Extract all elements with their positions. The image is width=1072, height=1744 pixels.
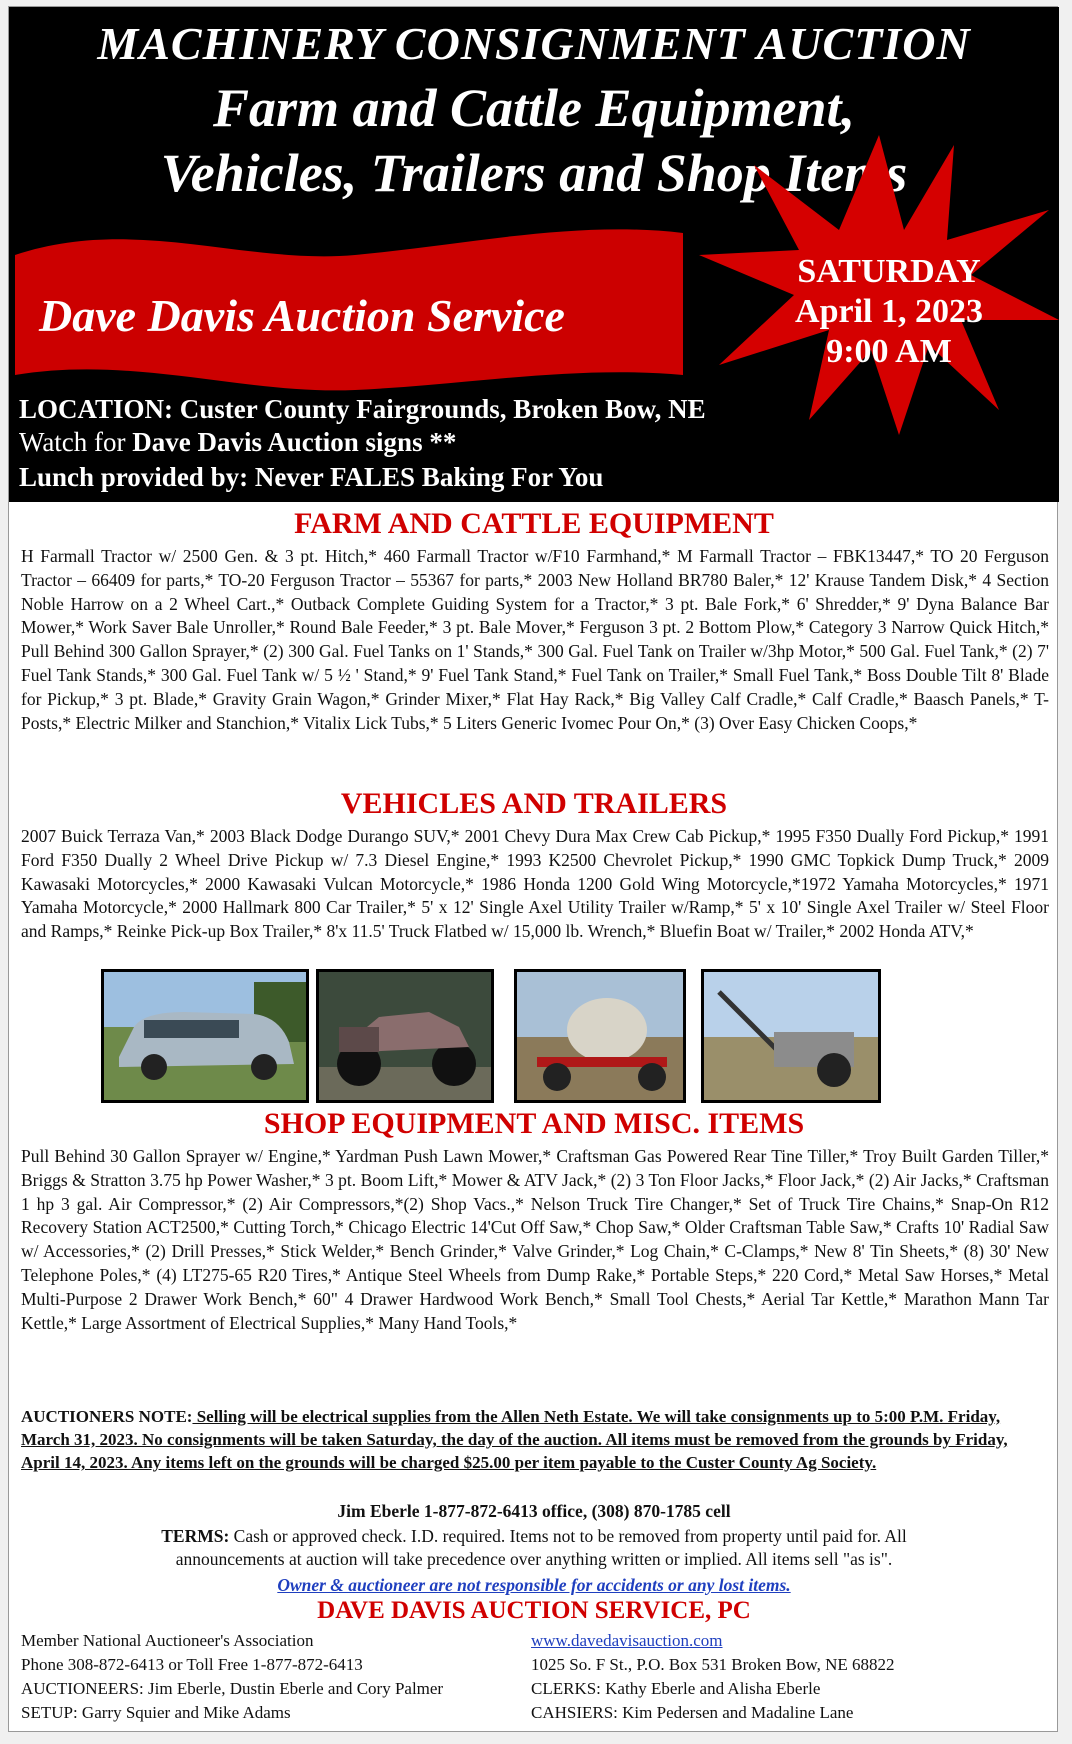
terms-block bbox=[9, 1525, 1059, 1571]
farm-items-text: H Farmall Tractor w/ 2500 Gen. & 3 pt. Hitch,* 460 Farmall Tractor w/F10 Farmhand,* M Farmall Tractor – FBK13447,* TO 20 Ferguson Tractor – 66409 for parts,* TO-20 Ferguson Tractor – 55367 for parts,* 2003 New Holland BR780 Baler,* 12' Krause Tandem Disk,* 4 Section Noble Harrow on a 2 Wheel Cart.,* Outback Complete Guiding System for a Tractor,* 3 pt. Bale Fork,* 6' Shredder,* 9' Dyna Balance Bar Mower,* Work Saver Bale Unroller,* Round Bale Feeder,* 3 pt. Bale Mover,* Ferguson 3 pt. 2 Bottom Plow,* Category 3 Narrow Quick Hitch,* Pull Behind 300 Gallon Sprayer,* (2) 300 Gal. Fuel Tanks on 1' Stands,* 300 Gal. Fuel Tank on Trailer w/3hp Motor,* 500 Gal. Fuel Tank,* (2) 7' Fuel Tank Stands,* 300 Gal. Fuel Tank w/ 5 ½ ' Stand,* 9' Fuel Tank Stand,* Fuel Tank on Trailer,* Small Fuel Tank,* Boss Double Tilt 8' Blade for Pickup,* 3 pt. Blade,* Gravity Grain Wagon,* Grinder Mixer,* Flat Hay Rack,* Big Valley Calf Cradle,* Calf Cradle,* Baasch Panels,* T-Posts,* Electric Milker and Stanchion,* Vitalix Lick Tubs,* 5 Liters Generic Ivomec Pour On,* (3) Over Easy Chicken Coops,* bbox=[21, 546, 1049, 733]
flyer-header bbox=[9, 7, 1059, 502]
date-time: 9:00 AM bbox=[826, 333, 952, 370]
minivan-photo bbox=[101, 969, 309, 1103]
title-line-1: MACHINERY CONSIGNMENT AUCTION bbox=[97, 18, 971, 69]
note-label: AUCTIONERS NOTE: bbox=[21, 1407, 193, 1426]
auction-flyer bbox=[8, 6, 1058, 1732]
footer-right-line: CAHSIERS: Kim Pedersen and Madaline Lane bbox=[531, 1703, 854, 1722]
watch-bold: Dave Davis Auction signs ** bbox=[132, 427, 457, 457]
footer-left-line: SETUP: Garry Squier and Mike Adams bbox=[21, 1703, 291, 1722]
watch-prefix: Watch for bbox=[19, 427, 133, 457]
shop-items-text: Pull Behind 30 Gallon Sprayer w/ Engine,* Yardman Push Lawn Mower,* Craftsman Gas Powered Rear Tine Tiller,* Troy Built Garden Tiller,* Briggs & Stratton 3.75 hp Power Washer,* 3 pt. Boom Lift,* Mower & ATV Jack,* (2) 3 Ton Floor Jacks,* Floor Jack,* (2) Air Jacks,* Craftsman 1 hp 3 gal. Air Compressor,* (2) Air Compressors,*(2) Shop Vacs.,* Nelson Truck Tire Changer,* Set of Truck Tire Chains,* Snap-On R12 Recovery Station ACT2500,* Cutting Torch,* Chicago Electric 14'Cut Off Saw,* Chop Saw,* Older Craftsman Table Saw,* Crafts 10' Radial Saw w/ Accessories,* (2) Drill Presses,* Stick Welder,* Bench Grinder,* Valve Grinder,* Log Chain,* C-Clamps,* New 8' Tin Sheets,* (8) 30' New Telephone Poles,* (4) LT275-65 R20 Tires,* Antique Steel Wheels from Dump Rake,* Portable Steps,* 220 Cord,* Metal Saw Horses,* Metal Multi-Purpose 2 Drawer Work Bench,* 60" 4 Drawer Hardwood Work Bench,* Small Tool Chests,* Aerial Tar Kettle,* Marathon Mann Tar Kettle,* Large Assortment of Electrical Supplies,* Many Hand Tools,* bbox=[21, 1146, 1049, 1333]
terms-line-1-text: Cash or approved check. I.D. required. Items not to be removed from property until paid for. All bbox=[229, 1526, 907, 1546]
note-text: Selling will be electrical supplies from the Allen Neth Estate. We will take consignments up to 5:00 P.M. Friday, March 31, 2023. No consignments will be taken Saturday, the day of the auction. All items must be removed from the grounds by Friday, April 14, 2023. Any items left on the grounds will be charged $25.00 per item payable to the Custer County Ag Society. bbox=[21, 1407, 1008, 1472]
footer-left-line: Phone 308-872-6413 or Toll Free 1-877-872-6413 bbox=[21, 1655, 363, 1674]
website-link[interactable]: www.davedavisauction.com bbox=[531, 1631, 723, 1650]
title-line-2: Farm and Cattle Equipment, bbox=[212, 78, 856, 138]
date-day: SATURDAY bbox=[797, 253, 981, 290]
vehicles-items-text: 2007 Buick Terraza Van,* 2003 Black Dodge Durango SUV,* 2001 Chevy Dura Max Crew Cab Pickup,* 1995 F350 Dually Ford Pickup,* 1991 Ford F350 Dually 2 Wheel Drive Pickup w/ 7.3 Diesel Engine,* 1993 K2500 Chevrolet Pickup,* 1990 GMC Topkick Dump Truck,* 2009 Kawasaki Motorcycles,* 2000 Kawasaki Vulcan Motorcycle,* 1986 Honda 1200 Gold Wing Motorcycle,*1972 Yamaha Motorcycles,* 1971 Yamaha Motorcycle,* 2000 Hallmark 800 Car Trailer,* 5' x 12' Single Axel Utility Trailer w/Ramp,* 5' x 10' Single Axel Trailer w/ Steel Floor and Ramps,* Reinke Pick-up Box Trailer,* 8'x 11.5' Truck Flatbed w/ 15,000 lb. Wrench,* Bluefin Boat w/ Trailer,* 2002 Honda ATV,* bbox=[21, 826, 1049, 942]
lunch-line: Lunch provided by: Never FALES Baking For You bbox=[19, 462, 604, 492]
auction-service-banner: Dave Davis Auction Service bbox=[39, 290, 565, 341]
farm-heading: FARM AND CATTLE EQUIPMENT bbox=[294, 507, 774, 540]
footer-right-line: CLERKS: Kathy Eberle and Alisha Eberle bbox=[531, 1679, 821, 1698]
date-block bbox=[749, 252, 1029, 372]
terms-label: TERMS: bbox=[161, 1526, 230, 1546]
auctioneers-note bbox=[21, 1405, 1049, 1474]
location-line: LOCATION: Custer County Fairgrounds, Broken Bow, NE bbox=[19, 394, 706, 424]
motorcycle-photo bbox=[316, 969, 494, 1103]
shop-heading: SHOP EQUIPMENT AND MISC. ITEMS bbox=[263, 1107, 805, 1140]
footer-left bbox=[21, 1629, 443, 1725]
watch-signs-line bbox=[19, 427, 456, 458]
terms-line-2: announcements at auction will take precedence over anything written or implied. All items sell "as is". bbox=[175, 1549, 893, 1569]
date-date: April 1, 2023 bbox=[795, 293, 983, 330]
title-line-3: Vehicles, Trailers and Shop Items bbox=[160, 143, 908, 203]
footer-left-line: AUCTIONEERS: Jim Eberle, Dustin Eberle and Cory Palmer bbox=[21, 1679, 444, 1698]
sprayer-photo bbox=[514, 969, 686, 1103]
contact-line: Jim Eberle 1-877-872-6413 office, (308) 870-1785 cell bbox=[337, 1501, 731, 1521]
footer-right bbox=[531, 1629, 895, 1725]
tiller-photo bbox=[701, 969, 881, 1103]
footer-left-line: Member National Auctioneer's Association bbox=[21, 1631, 314, 1650]
disclaimer: Owner & auctioneer are not responsible for accidents or any lost items. bbox=[277, 1575, 791, 1595]
vehicles-heading: VEHICLES AND TRAILERS bbox=[340, 787, 728, 820]
footer-right-line: 1025 So. F St., P.O. Box 531 Broken Bow, NE 68822 bbox=[531, 1655, 895, 1674]
company-name: DAVE DAVIS AUCTION SERVICE, PC bbox=[317, 1597, 751, 1624]
photo-strip bbox=[9, 969, 1059, 1105]
terms-line-1 bbox=[9, 1525, 1059, 1548]
